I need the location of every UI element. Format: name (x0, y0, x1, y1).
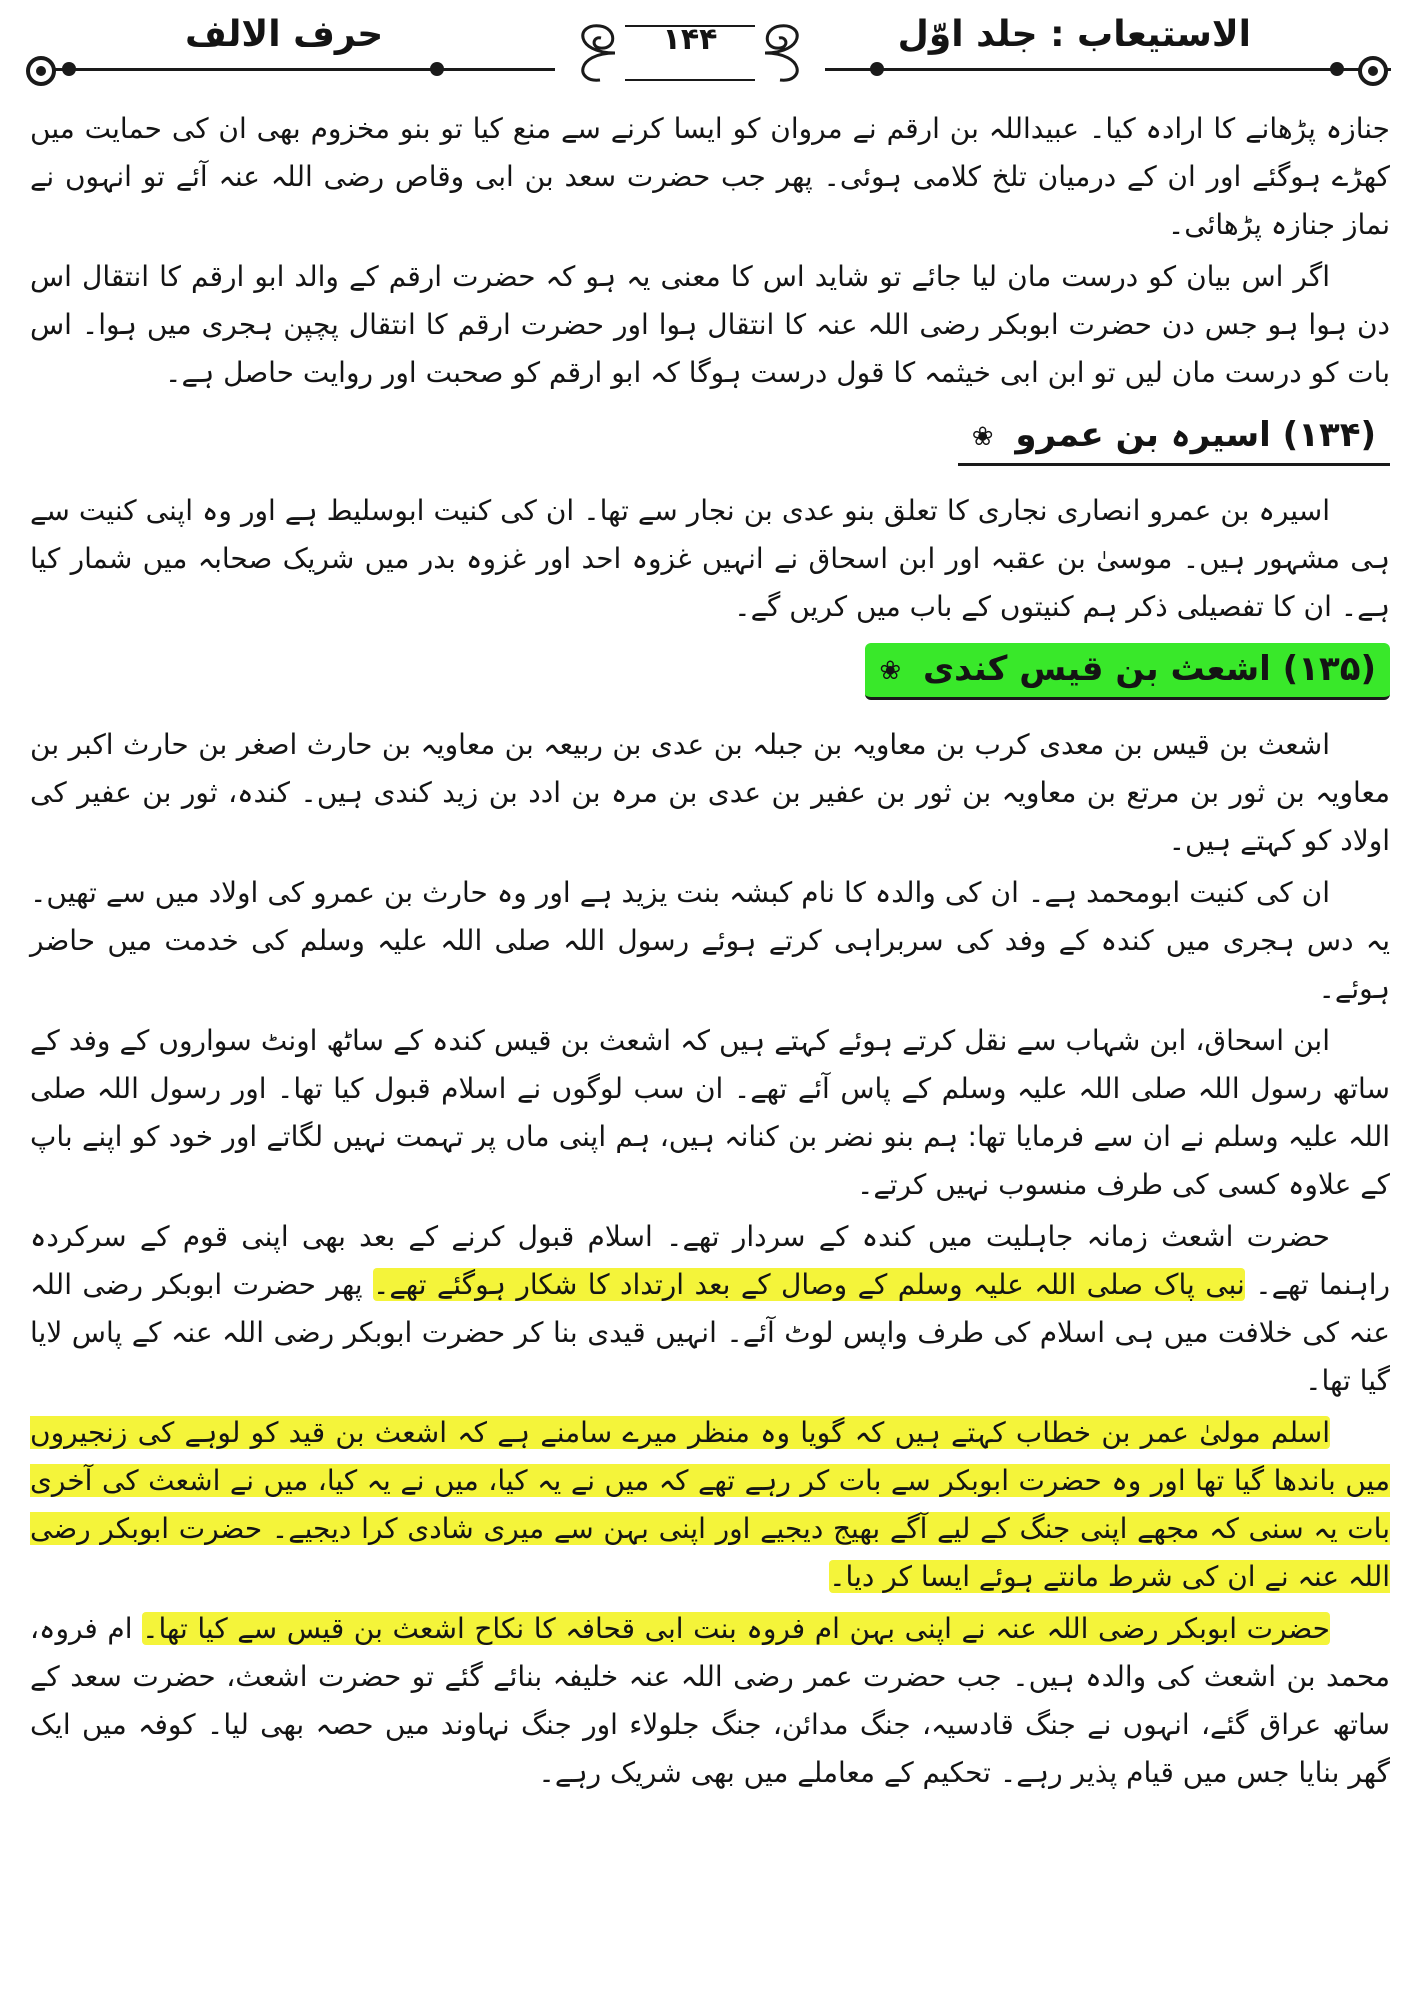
page-number: ۱۴۴ (662, 22, 718, 57)
rule-dot (62, 62, 76, 76)
rule-dot (870, 62, 884, 76)
paragraph: ان کی کنیت ابومحمد ہے۔ ان کی والدہ کا نام کبشہ بنت یزید ہے اور وہ حارث بن عمرو کی اولاد میں سے تھیں۔ یہ دس ہجری میں کندہ کے وفد کی سربراہی کرتے ہوئے رسول اللہ صلی اللہ علیہ وسلم کی خدمت میں حاضر ہوئے۔ (30, 876, 1390, 1005)
entry-heading (958, 409, 1390, 466)
rule-end-ornament-right (1358, 56, 1388, 86)
paragraph: اسیرہ بن عمرو انصاری نجاری کا تعلق بنو عدی بن نجار سے تھا۔ ان کی کنیت ابوسلیط ہے اور وہ اپنی کنیت سے ہی مشہور ہیں۔ موسیٰ بن عقبہ اور ابن اسحاق نے انہیں غزوہ احد اور غزوہ بدر میں شریک صحابہ میں شمار کیا ہے۔ ان کا تفصیلی ذکر ہم کنیتوں کے باب میں کریں گے۔ (30, 494, 1390, 623)
text-run: ام فروہ، محمد بن اشعث کی والدہ ہیں۔ جب حضرت عمر رضی اللہ عنہ خلیفہ بنائے گئے تو حضرت اشعث، حضرت سعد کے ساتھ عراق گئے، انہوں نے جنگ قادسیہ، جنگ مدائن، جنگ جلولاء اور جنگ نہاوند میں حصہ بھی لیا۔ کوفہ میں ایک گھر بنایا جس میں قیام پذیر رہے۔ تحکیم کے معاملے میں بھی شریک رہے۔ (30, 1612, 1390, 1789)
rule-end-ornament-left (26, 56, 56, 86)
paragraph (30, 1213, 1390, 1405)
highlighted-text: نبی پاک صلی اللہ علیہ وسلم کے وصال کے بعد ارتداد کا شکار ہوگئے تھے۔ (372, 1268, 1245, 1301)
rule-dot (1330, 62, 1344, 76)
paragraph: جنازہ پڑھانے کا ارادہ کیا۔ عبیداللہ بن ارقم نے مروان کو ایسا کرنے سے منع کیا تو بنو مخزوم بھی ان کی حمایت میں کھڑے ہوگئے اور ان کے درمیان تلخ کلامی ہوئی۔ پھر جب حضرت سعد بن ابی وقاص رضی اللہ عنہ آئے تو انہوں نے نماز جنازہ پڑھائی۔ (30, 112, 1390, 241)
paragraph: ابن اسحاق، ابن شہاب سے نقل کرتے ہوئے کہتے ہیں کہ اشعث بن قیس کندہ کے ساٹھ اونٹ سواروں کے وفد کے ساتھ رسول اللہ صلی اللہ علیہ وسلم کے پاس آئے تھے۔ ان سب لوگوں نے اسلام قبول کیا تھا۔ اور رسول اللہ صلی اللہ علیہ وسلم نے ان سے فرمایا تھا: ہم بنو نضر بن کنانہ ہیں، ہم اپنی ماں پر تہمت نہیں لگاتے اور خود کو اپنے باپ کے علاوہ کسی کی طرف منسوب نہیں کرتے۔ (30, 1024, 1390, 1201)
section-title: حرف الالف (185, 14, 384, 55)
entry-heading-text: (۱۳۴) اسیرہ بن عمرو (1015, 415, 1376, 455)
paragraph (30, 1605, 1390, 1797)
page-body (30, 105, 1390, 1801)
book-title: الاستیعاب : جلد اوّل (897, 14, 1251, 55)
text-run: پھر حضرت ابوبکر رضی اللہ عنہ کی خلافت میں ہی اسلام کی طرف واپس لوٹ آئے۔ انہیں قیدی بنا کر حضرت ابوبکر رضی اللہ عنہ کے پاس لایا گیا تھا۔ (30, 1268, 1390, 1397)
flower-icon: ❀ (971, 421, 994, 452)
entry-heading-highlighted (865, 643, 1390, 700)
paragraph (30, 1409, 1390, 1601)
page-header (0, 0, 1421, 110)
entry-heading-wrap (30, 409, 1390, 465)
rule-dot (430, 62, 444, 76)
highlighted-text: اسلم مولیٰ عمر بن خطاب کہتے ہیں کہ گویا وہ منظر میرے سامنے ہے کہ اشعث بن قید کو لوہے کی زنجیروں میں باندھا گیا تھا اور وہ حضرت ابوبکر سے بات کر رہے تھے کہ میں نے یہ کیا، میں نے یہ کیا، میں نے اشعث کی آخری بات یہ سنی کہ مجھے اپنی جنگ کے لیے آگے بھیج دیجیے اور اپنی بہن سے میری شادی کرا دیجیے۔ حضرت ابوبکر رضی اللہ عنہ نے ان کی شرط مانتے ہوئے ایسا کر دیا۔ (30, 1416, 1390, 1593)
paragraph: اگر اس بیان کو درست مان لیا جائے تو شاید اس کا معنی یہ ہو کہ حضرت ارقم کے والد ابو ارقم کا انتقال اس دن ہوا ہو جس دن حضرت ابوبکر رضی اللہ عنہ کا انتقال ہوا اور حضرت ارقم کا انتقال پچپن ہجری میں ہوا۔ اس بات کو درست مان لیں تو ابن ابی خیثمہ کا قول درست ہوگا کہ ابو ارقم کو صحبت اور روایت حاصل ہے۔ (30, 260, 1390, 389)
entry-heading-text: (۱۳۵) اشعث بن قیس کندی (923, 649, 1376, 689)
highlighted-text: حضرت ابوبکر رضی اللہ عنہ نے اپنی بہن ام فروہ بنت ابی قحافہ کا نکاح اشعث بن قیس سے کیا تھا۔ (142, 1612, 1330, 1645)
text-run: حضرت اشعث زمانہ جاہلیت میں کندہ کے سردار تھے۔ اسلام قبول کرنے کے بعد بھی اپنی قوم کے سرکردہ راہنما تھے۔ (30, 1220, 1391, 1301)
entry-heading-wrap (30, 643, 1390, 699)
paragraph: اشعث بن قیس بن معدی کرب بن معاویہ بن جبلہ بن عدی بن ربیعہ بن معاویہ بن حارث اصغر بن حارث اکبر بن معاویہ بن ثور بن مرتع بن معاویہ بن ثور بن عفیر بن عدی بن مرہ بن ادد بن زید کندی ہیں۔ کندہ، ثور بن عفیر کی اولاد کو کہتے ہیں۔ (30, 728, 1390, 857)
flower-icon: ❀ (879, 655, 902, 686)
